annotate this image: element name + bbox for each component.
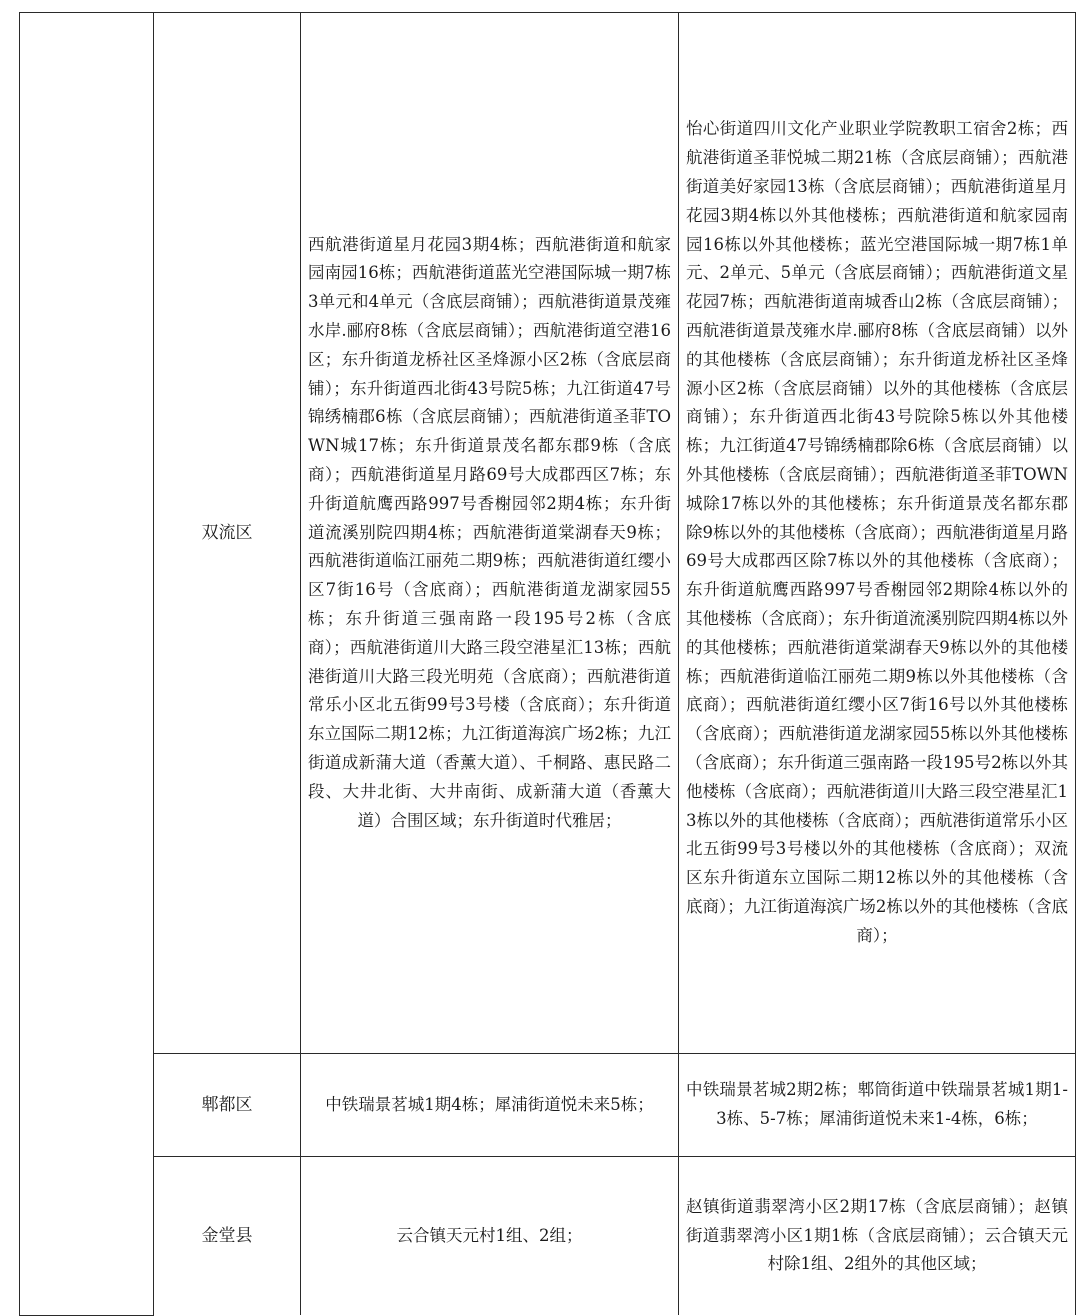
risk-area-table — [19, 12, 1076, 1316]
low-risk-cell: 怡心街道四川文化产业职业学院教职工宿舍2栋；西航港街道圣菲悦城二期21栋（含底层商铺）；西航港街道美好家园13栋（含底层商铺）；西航港街道星月花园3期4栋以外其他楼栋；西航港街道和航家园南园16栋以外其他楼栋；蓝光空港国际城一期7栋1单元、2单元、5单元（含底层商铺）；西航港街道文星花园7栋；西航港街道南城香山2栋（含底层商铺）；西航港街道景茂雍水岸.郦府8栋（含底层商铺）以外的其他楼栋（含底层商铺）；东升街道龙桥社区圣烽源小区2栋（含底层商铺）以外的其他楼栋（含底层商铺）；东升街道西北街43号院除5栋以外其他楼栋；九江街道47号锦绣楠郡除6栋（含底层商铺）以外其他楼栋（含底层商铺）；西航港街道圣菲TOWN城除17栋以外的其他楼栋；东升街道景茂名都东郡除9栋以外的其他楼栋（含底商）；西航港街道星月路69号大成郡西区除7栋以外的其他楼栋（含底商）；东升街道航鹰西路997号香榭园邻2期除4栋以外的其他楼栋（含底商）；东升街道流溪别院四期4栋以外的其他楼栋；西航港街道棠湖春天9栋以外的其他楼栋；西航港街道临江丽苑二期9栋以外其他楼栋（含底商）；西航港街道红缨小区7街16号以外其他楼栋（含底商）；西航港街道龙湖家园55栋以外其他楼栋（含底商）；东升街道三强南路一段195号2栋以外其他楼栋（含底商）；西航港街道川大路三段空港星汇13栋以外的其他楼栋（含底商）；西航港街道常乐小区北五街99号3号楼以外的其他楼栋（含底商）；双流区东升街道东立国际二期12栋以外的其他楼栋（含底商）；九江街道海滨广场2栋以外的其他楼栋（含底商）； — [679, 13, 1076, 1054]
district-cell: 郫都区 — [154, 1054, 301, 1157]
medium-risk-cell: 中铁瑞景茗城1期4栋；犀浦街道悦未来5栋； — [301, 1054, 679, 1157]
medium-risk-cell: 西航港街道星月花园3期4栋；西航港街道和航家园南园16栋；西航港街道蓝光空港国际城一期7栋3单元和4单元（含底层商铺）；西航港街道景茂雍水岸.郦府8栋（含底层商铺）；西航港街道空港16区；东升街道龙桥社区圣烽源小区2栋（含底层商铺）；东升街道西北街43号院5栋；九江街道47号锦绣楠郡6栋（含底层商铺）；西航港街道圣菲TOWN城17栋；东升街道景茂名都东郡9栋（含底商）；西航港街道星月路69号大成郡西区7栋；东升街道航鹰西路997号香榭园邻2期4栋；东升街道流溪别院四期4栋；西航港街道棠湖春天9栋；西航港街道临江丽苑二期9栋；西航港街道红缨小区7街16号（含底商）；西航港街道龙湖家园55栋；东升街道三强南路一段195号2栋（含底商）；西航港街道川大路三段空港星汇13栋；西航港街道川大路三段光明苑（含底商）；西航港街道常乐小区北五街99号3号楼（含底商）；东升街道东立国际二期12栋；九江街道海滨广场2栋；九江街道成新蒲大道（香薰大道）、千桐路、惠民路二段、大井北街、大井南街、成新蒲大道（香薰大道）合围区域；东升街道时代雅居； — [301, 13, 679, 1054]
table-row-pidu — [20, 1054, 1076, 1157]
low-risk-cell: 赵镇街道翡翠湾小区2期17栋（含底层商铺）；赵镇街道翡翠湾小区1期1栋（含底层商铺）；云合镇天元村除1组、2组外的其他区域； — [679, 1157, 1076, 1316]
outer-blank-cell — [20, 13, 154, 1316]
table-row-shuangliu — [20, 13, 1076, 1054]
low-risk-cell: 中铁瑞景茗城2期2栋；郫筒街道中铁瑞景茗城1期1-3栋、5-7栋；犀浦街道悦未来1-4栋，6栋； — [679, 1054, 1076, 1157]
medium-risk-cell: 云合镇天元村1组、2组； — [301, 1157, 679, 1316]
district-cell: 双流区 — [154, 13, 301, 1054]
district-cell: 金堂县 — [154, 1157, 301, 1316]
table-row-jintang — [20, 1157, 1076, 1316]
